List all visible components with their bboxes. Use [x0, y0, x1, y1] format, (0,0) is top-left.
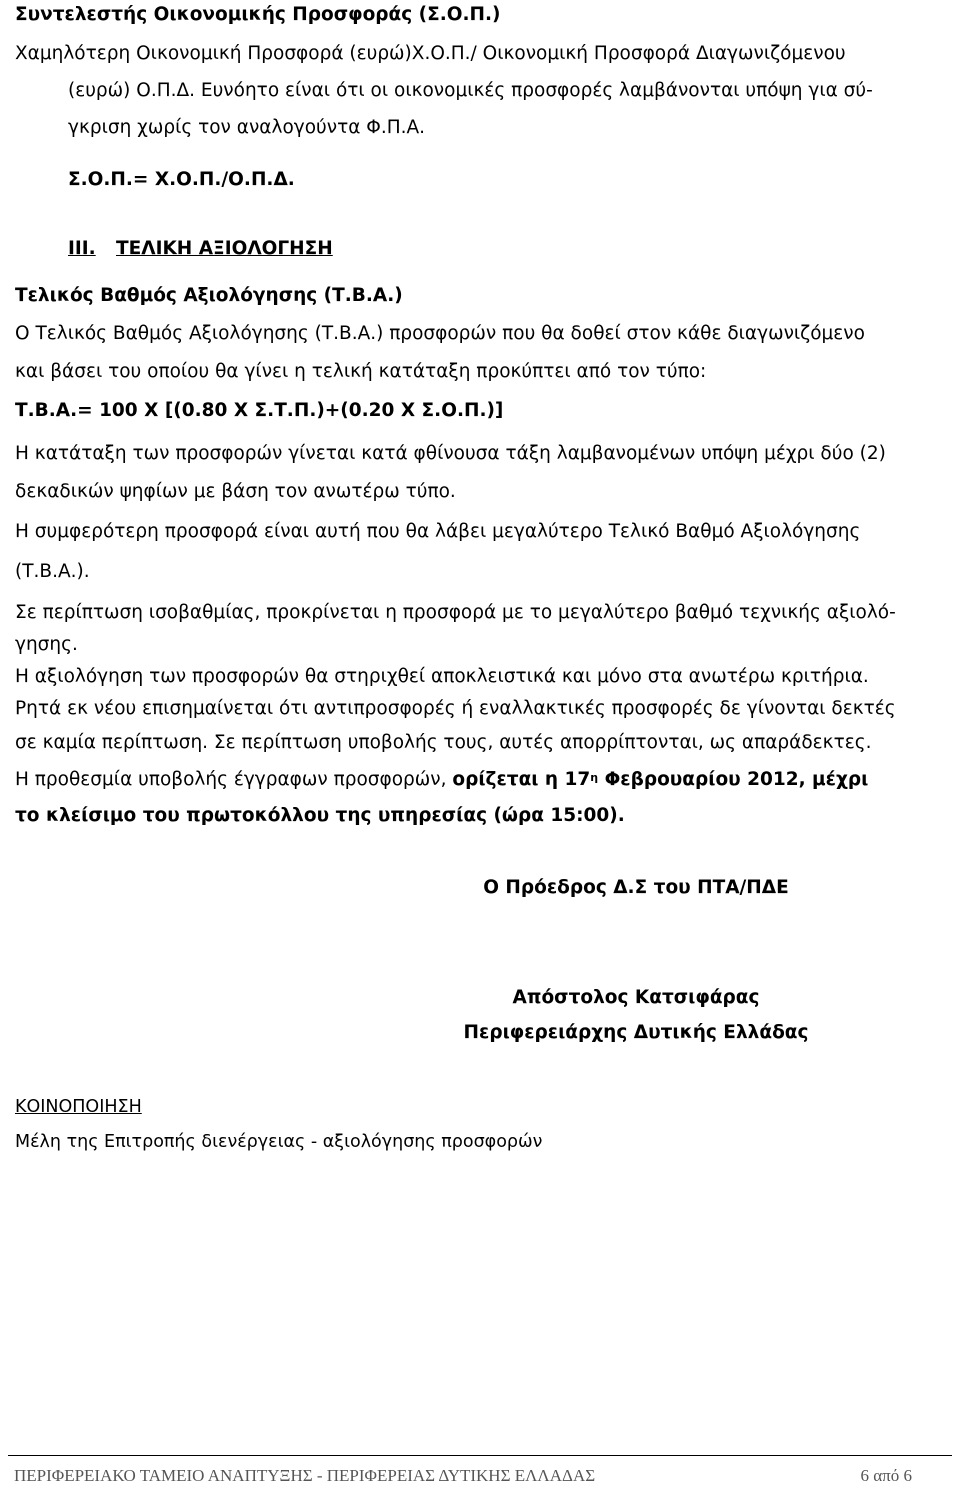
- deadline-date-text: ορίζεται η 17: [452, 769, 591, 790]
- deadline-month-text: Φεβρουαρίου 2012, μέχρι: [598, 769, 869, 790]
- final-p3-line-2: (Τ.Β.Α.).: [15, 561, 90, 582]
- final-p2-line-1: Η κατάταξη των προσφορών γίνεται κατά φθίνουσα τάξη λαμβανομένων υπόψη μέχρι δύο (2): [15, 443, 886, 464]
- deadline-line-1: [15, 768, 868, 792]
- final-p1-line-1: Ο Τελικός Βαθμός Αξιολόγησης (Τ.Β.Α.) προσφορών που θα δοθεί στον κάθε διαγωνιζόμενο: [15, 323, 865, 344]
- final-p3-line-1: Η συμφερότερη προσφορά είναι αυτή που θα λάβει μεγαλύτερο Τελικό Βαθμό Αξιολόγησης: [15, 521, 861, 542]
- signature-title: Περιφερειάρχης Δυτικής Ελλάδας: [463, 1022, 809, 1043]
- final-p2-line-2: δεκαδικών ψηφίων με βάση τον ανωτέρω τύπο.: [15, 481, 456, 502]
- distribution-recipient: Μέλη της Επιτροπής διενέργειας - αξιολόγησης προσφορών: [15, 1132, 543, 1152]
- footer-organization: ΠΕΡΙΦΕΡΕΙΑΚΟ ΤΑΜΕΙΟ ΑΝΑΠΤΥΞΗΣ - ΠΕΡΙΦΕΡΕΙΑΣ ΔΥΤΙΚΗΣ ΕΛΛΑΔΑΣ: [14, 1466, 596, 1485]
- sop-formula: Σ.Ο.Π.= Χ.Ο.Π./Ο.Π.Δ.: [68, 169, 295, 190]
- final-p1-line-2: και βάσει του οποίου θα γίνει η τελική κατάταξη προκύπτει από τον τύπο:: [15, 361, 707, 382]
- page-footer: [14, 1466, 912, 1486]
- deadline-plain-text: Η προθεσμία υποβολής έγγραφων προσφορών,: [15, 769, 453, 790]
- final-p5-line-1: Η αξιολόγηση των προσφορών θα στηριχθεί αποκλειστικά και μόνο στα ανωτέρω κριτήρια.: [15, 666, 869, 687]
- footer-page-number: 6 από 6: [860, 1466, 912, 1485]
- final-p6-line-1: Ρητά εκ νέου επισημαίνεται ότι αντιπροσφορές ή εναλλακτικές προσφορές δε γίνονται δεκτές: [15, 698, 896, 719]
- final-formula: Τ.Β.Α.= 100 Χ [(0.80 Χ Σ.Τ.Π.)+(0.20 Χ Σ.Ο.Π.)]: [15, 400, 504, 421]
- sop-line-3: γκριση χωρίς τον αναλογούντα Φ.Π.Α.: [68, 117, 426, 138]
- final-score-subheading: Τελικός Βαθμός Αξιολόγησης (Τ.Β.Α.): [15, 285, 403, 306]
- signature-role: Ο Πρόεδρος Δ.Σ του ΠΤΑ/ΠΔΕ: [483, 877, 789, 898]
- section-number: ΙΙΙ.: [68, 238, 96, 259]
- footer-divider: [8, 1455, 952, 1456]
- final-p4-line-1: Σε περίπτωση ισοβαθμίας, προκρίνεται η προσφορά με το μεγαλύτερο βαθμό τεχνικής αξιολό-: [15, 602, 896, 623]
- final-p4-line-2: γησης.: [15, 634, 78, 655]
- deadline-ordinal: η: [590, 771, 599, 784]
- sop-heading: Συντελεστής Οικονομικής Προσφοράς (Σ.Ο.Π.): [15, 4, 501, 25]
- sop-line-1: Χαμηλότερη Οικονομική Προσφορά (ευρώ)Χ.Ο.Π./ Οικονομική Προσφορά Διαγωνιζόμενου: [15, 43, 846, 64]
- final-p6-line-2: σε καμία περίπτωση. Σε περίπτωση υποβολής τους, αυτές απορρίπτονται, ως απαράδεκτες.: [15, 732, 872, 753]
- distribution-heading: ΚΟΙΝΟΠΟΙΗΣΗ: [15, 1097, 142, 1117]
- signature-name: Απόστολος Κατσιφάρας: [512, 987, 760, 1008]
- sop-line-2: (ευρώ) Ο.Π.Δ. Ευνόητο είναι ότι οι οικονομικές προσφορές λαμβάνονται υπόψη για σύ-: [68, 80, 873, 101]
- section-title: ΤΕΛΙΚΗ ΑΞΙΟΛΟΓΗΣΗ: [116, 238, 333, 259]
- deadline-line-2: το κλείσιμο του πρωτοκόλλου της υπηρεσίας (ώρα 15:00).: [15, 805, 625, 826]
